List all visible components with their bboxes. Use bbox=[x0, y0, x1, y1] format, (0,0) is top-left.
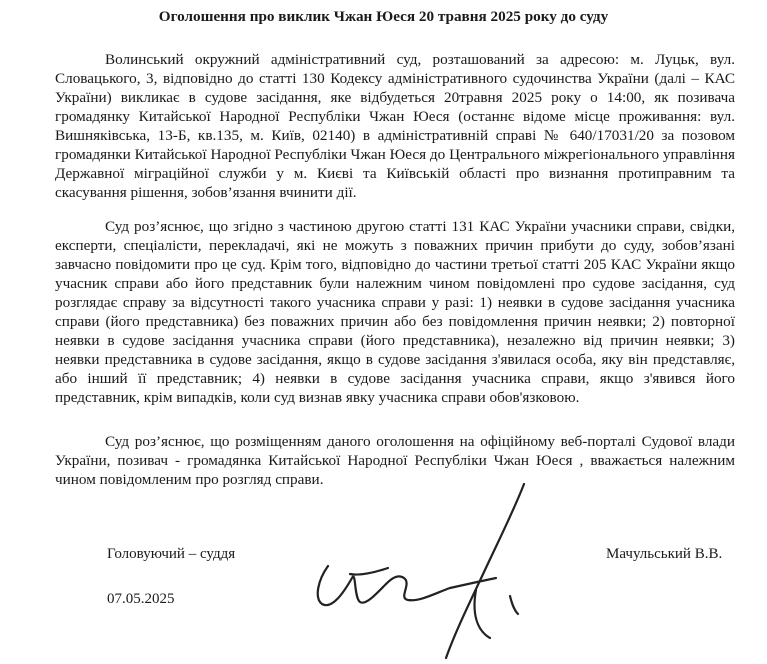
signatory-name: Мачульський В.В. bbox=[606, 546, 723, 562]
paragraph-notice: Суд роз’яснює, що розміщенням даного оголошення на офіційному веб-порталі Судової влади України, позивач - громадянка Китайської Народної Республіки Чжан Юеся , вважається належним чином повідомленим про розгляд справи. bbox=[55, 433, 735, 488]
paragraph-obligations: Суд роз’яснює, що згідно з частиною другою статті 131 КАС України учасники справи, свідки, експерти, спеціалісти, перекладачі, які не можуть з поважних причин прибути до суду, зобов’язані завчасно повідомити про це суд. Крім того, відповідно до частини третьої статті 205 КАС України якщо учасник справи або його представник були належним чином повідомлені про судове засідання, суд розглядає справу за відсутності такого учасника справи у разі: 1) неявки в судове засідання учасника справи (його представника) без поважних причин або без повідомлення причин неявки; 2) повторної неявки в судове засідання учасника справи (його представника), незалежно від причин неявки; 3) неявки представника в судове засідання, якщо в судове засідання з'явилася особа, яку він представляє, або інший її представник; 4) неявки в судове засідання учасника справи, якщо з'явився його представник, крім випадків, коли суд визнав явку учасника справи обов'язковою. bbox=[55, 218, 735, 406]
document-title: Оголошення про виклик Чжан Юеся 20 травня 2025 року до суду bbox=[158, 8, 609, 25]
document-date: 07.05.2025 bbox=[107, 591, 175, 607]
paragraph-summons: Волинський окружний адміністративний суд, розташований за адресою: м. Луцьк, вул. Словацького, 3, відповідно до статті 130 Кодексу адміністративного судочинства України (далі – КАС України) викликає в судове засідання, яке відбудеться 20травня 2025 року о 14:00, як позивача громадянку Китайської Народної Республіки Чжан Юеся (останнє відоме місце проживання: вул. Вишняківська, 13-Б, кв.135, м. Київ, 02140) в адміністративній справі № 640/17031/20 за позовом громадянки Китайської Народної Республіки Чжан Юеся до Центрального міжрегіонального управління Державної міграційної служби у м. Києві та Київській області про визнання протиправним та скасування рішення, зобов’язання вчинити дії. bbox=[55, 51, 735, 201]
signatory-role: Головуючий – суддя bbox=[107, 546, 236, 562]
handwritten-signature bbox=[300, 480, 560, 664]
